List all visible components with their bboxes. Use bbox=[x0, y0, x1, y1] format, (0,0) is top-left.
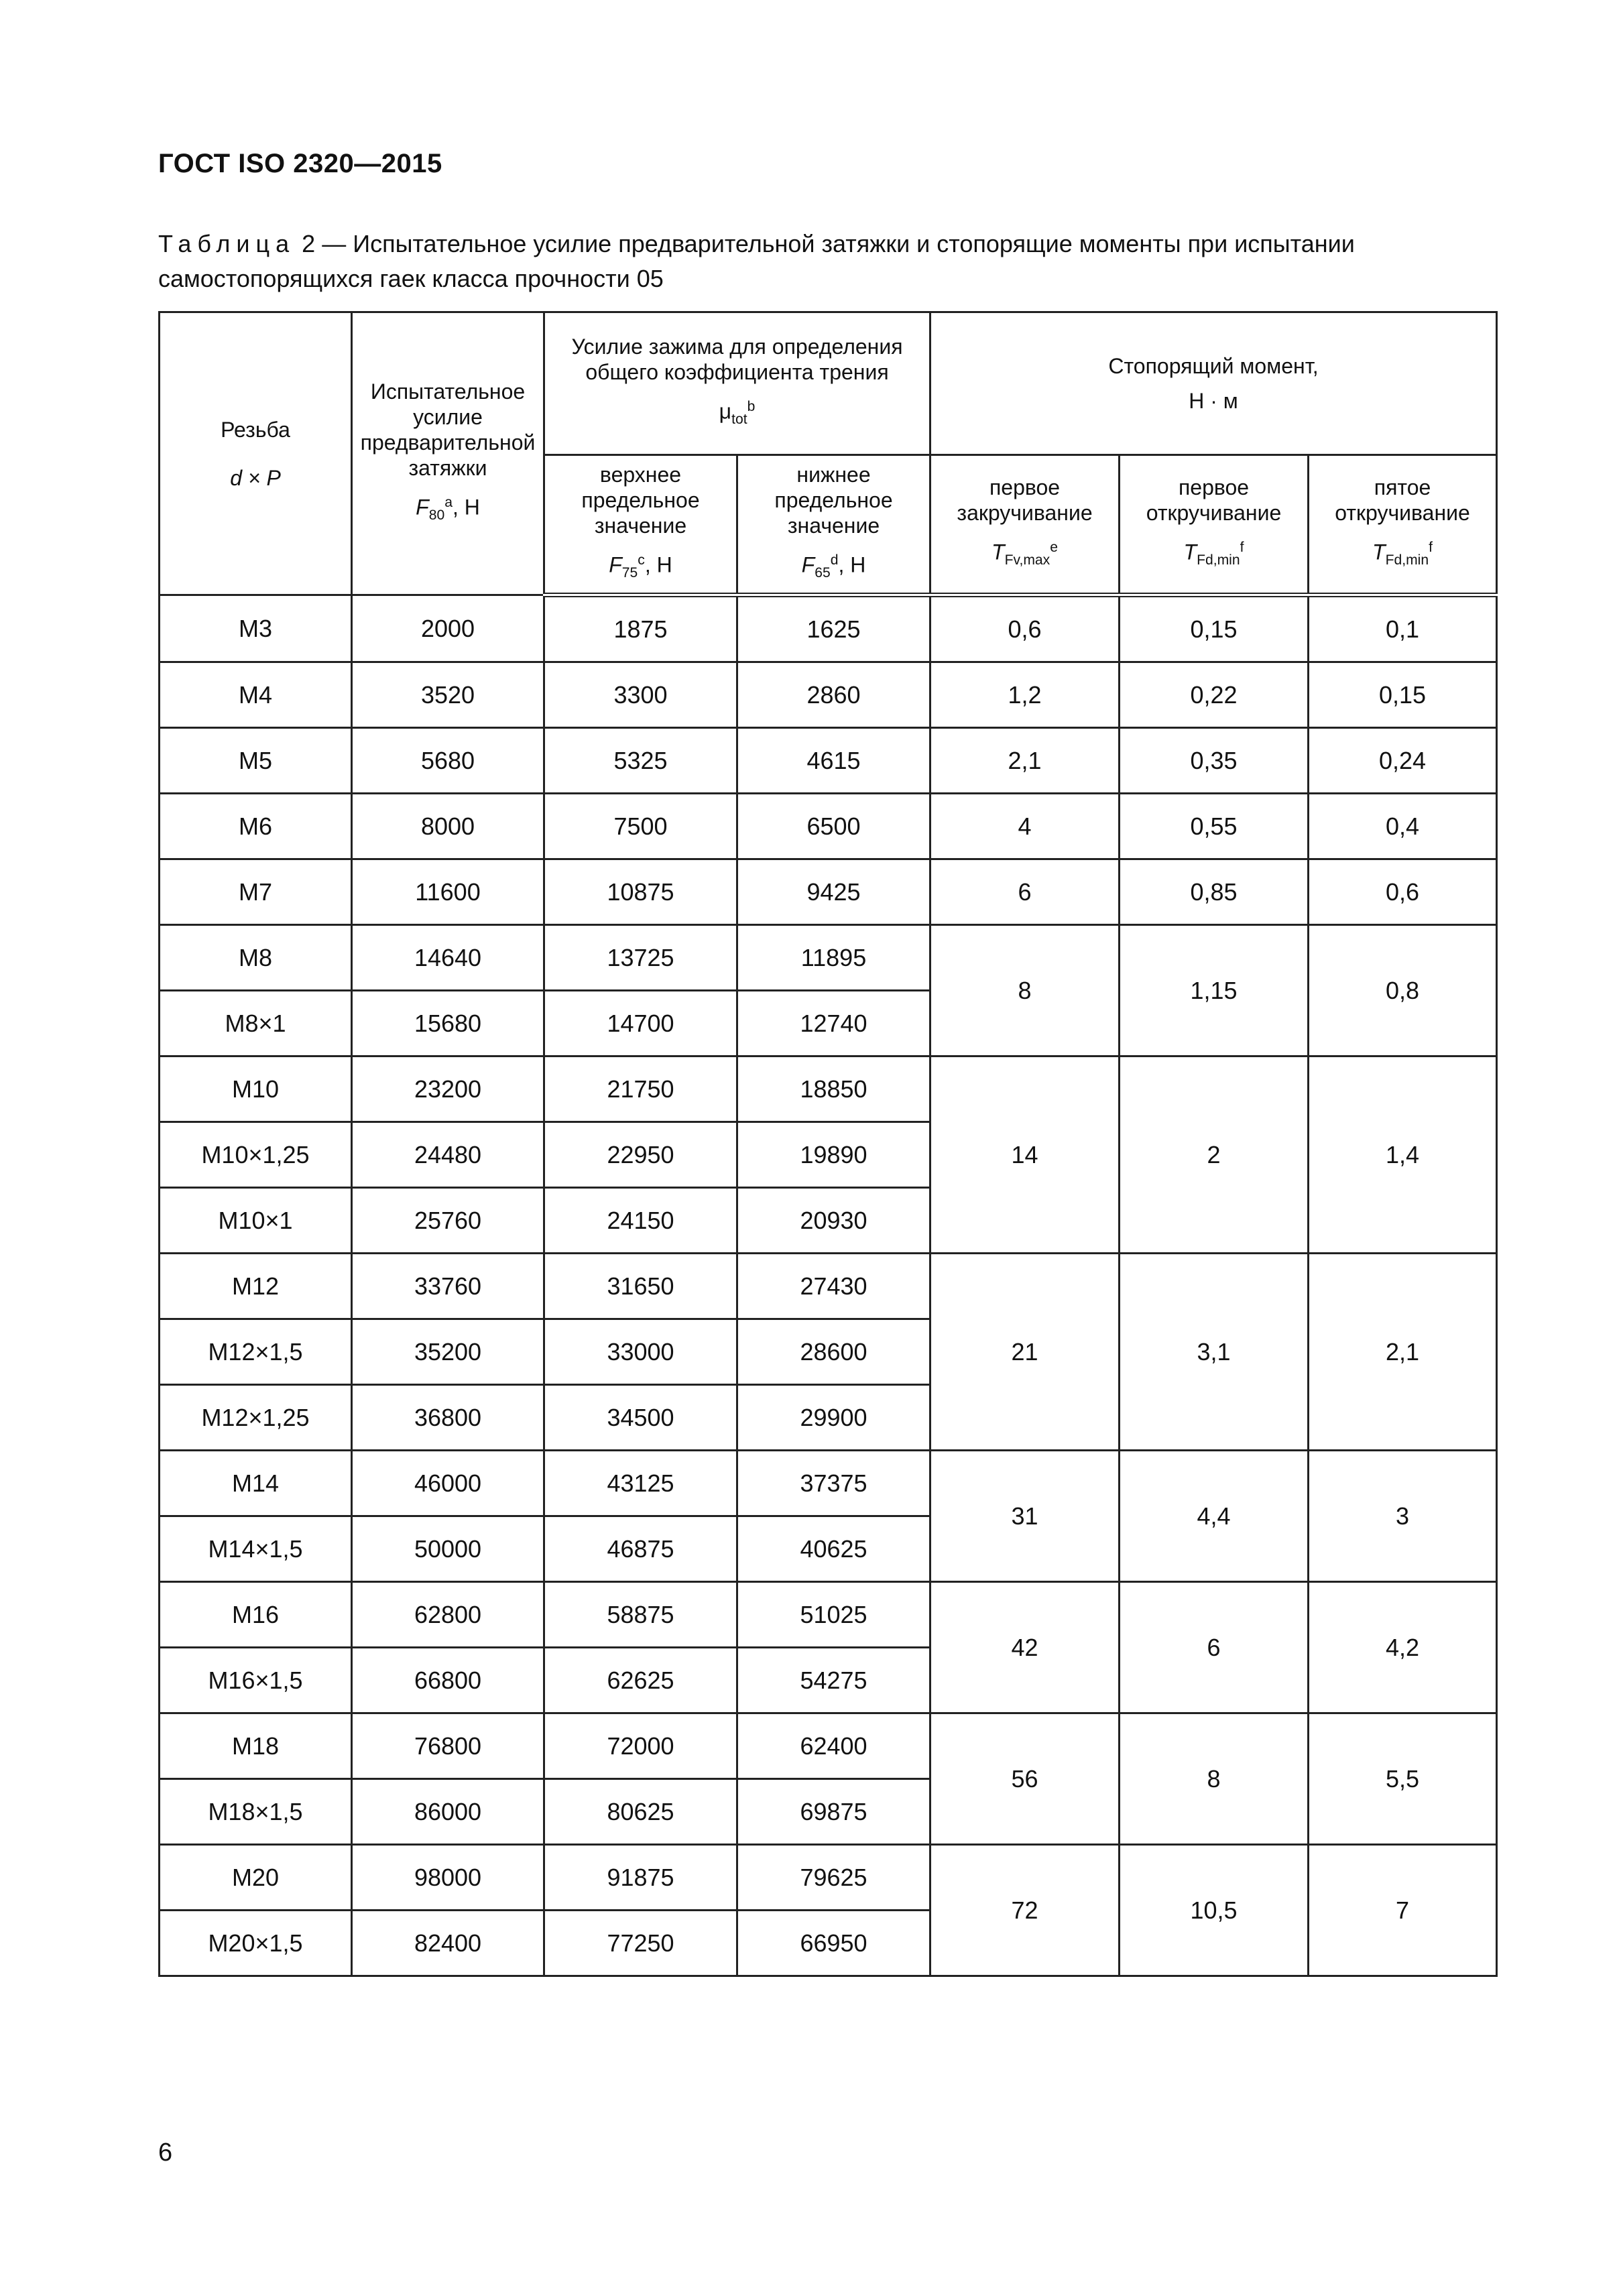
proof-load-cell: 50000 bbox=[352, 1516, 544, 1582]
fifth-off-torque-cell: 0,4 bbox=[1309, 794, 1497, 859]
table-row bbox=[160, 859, 1497, 925]
fifth-off-torque-cell: 5,5 bbox=[1309, 1713, 1497, 1845]
thread-cell: M14×1,5 bbox=[160, 1516, 352, 1582]
thread-cell: M16×1,5 bbox=[160, 1648, 352, 1713]
first-off-torque-cell: 1,15 bbox=[1120, 925, 1309, 1056]
header-clamp-force-label: Усилие зажима для определения общего коэффициента трения bbox=[571, 335, 903, 385]
first-on-torque-cell: 42 bbox=[930, 1582, 1120, 1713]
thread-cell: M8×1 bbox=[160, 991, 352, 1056]
lower-limit-cell: 79625 bbox=[737, 1845, 930, 1911]
thread-cell: M8 bbox=[160, 925, 352, 991]
fifth-off-torque-cell: 7 bbox=[1309, 1845, 1497, 1976]
upper-limit-cell: 1875 bbox=[544, 595, 737, 662]
document-code-header: ГОСТ ISO 2320—2015 bbox=[158, 149, 442, 178]
thread-cell: M12×1,25 bbox=[160, 1385, 352, 1451]
header-lower-limit-symbol: $F_{65}^d$, Н bbox=[801, 552, 866, 581]
upper-limit-cell: 43125 bbox=[544, 1451, 737, 1516]
thread-cell: M7 bbox=[160, 859, 352, 925]
lower-limit-cell: 28600 bbox=[737, 1319, 930, 1385]
first-off-torque-cell: 8 bbox=[1120, 1713, 1309, 1845]
thread-cell: M12 bbox=[160, 1254, 352, 1319]
header-locking-torque-group bbox=[930, 312, 1497, 455]
thread-cell: M10×1,25 bbox=[160, 1122, 352, 1188]
first-off-torque-cell: 0,85 bbox=[1120, 859, 1309, 925]
thread-cell: M20 bbox=[160, 1845, 352, 1911]
header-fifth-off: пятое откручивание $T_{Fd,min}^f$ bbox=[1309, 455, 1497, 595]
first-on-torque-cell: 72 bbox=[930, 1845, 1120, 1976]
first-on-torque-cell: 31 bbox=[930, 1451, 1120, 1582]
header-fifth-off-symbol: $T_{Fd,min}^f$ bbox=[1372, 540, 1433, 568]
first-off-torque-cell: 4,4 bbox=[1120, 1451, 1309, 1582]
caption-text: — Испытательное усилие предварительной затяжки и стопорящие моменты при испытании самостопорящихся гаек класса прочности 05 bbox=[158, 230, 1355, 292]
lower-limit-cell: 54275 bbox=[737, 1648, 930, 1713]
fifth-off-torque-cell: 3 bbox=[1309, 1451, 1497, 1582]
first-off-torque-cell: 10,5 bbox=[1120, 1845, 1309, 1976]
proof-load-cell: 66800 bbox=[352, 1648, 544, 1713]
proof-load-cell: 98000 bbox=[352, 1845, 544, 1911]
table-row bbox=[160, 1713, 1497, 1779]
first-off-torque-cell: 2 bbox=[1120, 1056, 1309, 1254]
proof-load-cell: 25760 bbox=[352, 1188, 544, 1254]
caption-number: 2 bbox=[302, 230, 316, 257]
thread-cell: M6 bbox=[160, 794, 352, 859]
fifth-off-torque-cell: 0,6 bbox=[1309, 859, 1497, 925]
first-on-torque-cell: 56 bbox=[930, 1713, 1120, 1845]
fifth-off-torque-cell: 2,1 bbox=[1309, 1254, 1497, 1451]
thread-cell: M3 bbox=[160, 595, 352, 662]
fifth-off-torque-cell: 0,8 bbox=[1309, 925, 1497, 1056]
header-clamp-force-group bbox=[544, 312, 930, 455]
lower-limit-cell: 2860 bbox=[737, 662, 930, 728]
upper-limit-cell: 24150 bbox=[544, 1188, 737, 1254]
lower-limit-cell: 27430 bbox=[737, 1254, 930, 1319]
upper-limit-cell: 58875 bbox=[544, 1582, 737, 1648]
thread-cell: M12×1,5 bbox=[160, 1319, 352, 1385]
header-clamp-force-symbol: $\mu_{tot}^b$ bbox=[719, 399, 756, 428]
lower-limit-cell: 18850 bbox=[737, 1056, 930, 1122]
upper-limit-cell: 5325 bbox=[544, 728, 737, 794]
table-row bbox=[160, 1451, 1497, 1516]
proof-load-cell: 14640 bbox=[352, 925, 544, 991]
caption-label: Таблица bbox=[158, 230, 296, 257]
thread-cell: M16 bbox=[160, 1582, 352, 1648]
proof-load-cell: 86000 bbox=[352, 1779, 544, 1845]
proof-load-cell: 35200 bbox=[352, 1319, 544, 1385]
header-upper-limit-symbol: $F_{75}^c$, Н bbox=[609, 552, 672, 581]
table-caption bbox=[158, 227, 1496, 296]
lower-limit-cell: 20930 bbox=[737, 1188, 930, 1254]
thread-cell: M18 bbox=[160, 1713, 352, 1779]
fifth-off-torque-cell: 0,1 bbox=[1309, 595, 1497, 662]
table-row bbox=[160, 1254, 1497, 1319]
header-proof-load bbox=[352, 312, 544, 595]
upper-limit-cell: 31650 bbox=[544, 1254, 737, 1319]
header-proof-load-symbol: $F_{80}^a$, Н bbox=[416, 494, 480, 524]
table-row bbox=[160, 728, 1497, 794]
upper-limit-cell: 33000 bbox=[544, 1319, 737, 1385]
table-row bbox=[160, 595, 1497, 662]
first-off-torque-cell: 0,55 bbox=[1120, 794, 1309, 859]
upper-limit-cell: 80625 bbox=[544, 1779, 737, 1845]
proof-load-cell: 11600 bbox=[352, 859, 544, 925]
proof-load-cell: 15680 bbox=[352, 991, 544, 1056]
first-on-torque-cell: 6 bbox=[930, 859, 1120, 925]
lower-limit-cell: 11895 bbox=[737, 925, 930, 991]
header-first-off-symbol: $T_{Fd,min}^f$ bbox=[1183, 540, 1244, 568]
upper-limit-cell: 14700 bbox=[544, 991, 737, 1056]
proof-load-cell: 36800 bbox=[352, 1385, 544, 1451]
header-thread-label: Резьба bbox=[221, 417, 290, 442]
table-row bbox=[160, 794, 1497, 859]
table-row bbox=[160, 1582, 1497, 1648]
lower-limit-cell: 37375 bbox=[737, 1451, 930, 1516]
header-locking-torque-label: Стопорящий момент, bbox=[1108, 354, 1319, 378]
header-thread bbox=[160, 312, 352, 595]
first-on-torque-cell: 14 bbox=[930, 1056, 1120, 1254]
header-first-off: первое откручивание $T_{Fd,min}^f$ bbox=[1120, 455, 1309, 595]
lower-limit-cell: 4615 bbox=[737, 728, 930, 794]
first-on-torque-cell: 0,6 bbox=[930, 595, 1120, 662]
proof-load-cell: 3520 bbox=[352, 662, 544, 728]
table-row bbox=[160, 925, 1497, 991]
lower-limit-cell: 69875 bbox=[737, 1779, 930, 1845]
upper-limit-cell: 72000 bbox=[544, 1713, 737, 1779]
proof-load-cell: 46000 bbox=[352, 1451, 544, 1516]
table-body bbox=[160, 595, 1497, 1976]
fifth-off-torque-cell: 0,15 bbox=[1309, 662, 1497, 728]
table-row bbox=[160, 1056, 1497, 1122]
header-upper-limit: верхнее предельное значение $F_{75}^c$, Н bbox=[544, 455, 737, 595]
fifth-off-torque-cell: 0,24 bbox=[1309, 728, 1497, 794]
thread-cell: M10×1 bbox=[160, 1188, 352, 1254]
thread-cell: M4 bbox=[160, 662, 352, 728]
header-thread-symbol: d × P bbox=[230, 465, 281, 490]
thread-cell: M20×1,5 bbox=[160, 1911, 352, 1976]
thread-cell: M14 bbox=[160, 1451, 352, 1516]
lower-limit-cell: 66950 bbox=[737, 1911, 930, 1976]
header-lower-limit: нижнее предельное значение $F_{65}^d$, Н bbox=[737, 455, 930, 595]
upper-limit-cell: 46875 bbox=[544, 1516, 737, 1582]
lower-limit-cell: 62400 bbox=[737, 1713, 930, 1779]
thread-cell: M5 bbox=[160, 728, 352, 794]
lower-limit-cell: 29900 bbox=[737, 1385, 930, 1451]
fifth-off-torque-cell: 1,4 bbox=[1309, 1056, 1497, 1254]
upper-limit-cell: 91875 bbox=[544, 1845, 737, 1911]
header-locking-torque-unit: Н · м bbox=[1189, 389, 1238, 413]
lower-limit-cell: 12740 bbox=[737, 991, 930, 1056]
proof-load-cell: 2000 bbox=[352, 595, 544, 662]
thread-cell: M18×1,5 bbox=[160, 1779, 352, 1845]
table-row bbox=[160, 662, 1497, 728]
first-off-torque-cell: 0,35 bbox=[1120, 728, 1309, 794]
thread-cell: M10 bbox=[160, 1056, 352, 1122]
upper-limit-cell: 10875 bbox=[544, 859, 737, 925]
first-on-torque-cell: 8 bbox=[930, 925, 1120, 1056]
header-first-on: первое закручивание $T_{Fv,max}^e$ bbox=[930, 455, 1120, 595]
first-off-torque-cell: 3,1 bbox=[1120, 1254, 1309, 1451]
header-proof-load-label: Испытательное усилие предварительной затяжки bbox=[360, 379, 536, 480]
first-on-torque-cell: 21 bbox=[930, 1254, 1120, 1451]
fifth-off-torque-cell: 4,2 bbox=[1309, 1582, 1497, 1713]
proof-load-cell: 8000 bbox=[352, 794, 544, 859]
first-off-torque-cell: 0,15 bbox=[1120, 595, 1309, 662]
lower-limit-cell: 9425 bbox=[737, 859, 930, 925]
upper-limit-cell: 21750 bbox=[544, 1056, 737, 1122]
proof-load-cell: 5680 bbox=[352, 728, 544, 794]
header-first-on-symbol: $T_{Fv,max}^e$ bbox=[991, 540, 1058, 568]
upper-limit-cell: 3300 bbox=[544, 662, 737, 728]
first-off-torque-cell: 0,22 bbox=[1120, 662, 1309, 728]
upper-limit-cell: 62625 bbox=[544, 1648, 737, 1713]
page-number: 6 bbox=[158, 2138, 173, 2167]
proof-load-cell: 76800 bbox=[352, 1713, 544, 1779]
upper-limit-cell: 77250 bbox=[544, 1911, 737, 1976]
first-on-torque-cell: 2,1 bbox=[930, 728, 1120, 794]
locking-torque-table bbox=[158, 311, 1498, 1977]
upper-limit-cell: 7500 bbox=[544, 794, 737, 859]
lower-limit-cell: 6500 bbox=[737, 794, 930, 859]
lower-limit-cell: 40625 bbox=[737, 1516, 930, 1582]
proof-load-cell: 82400 bbox=[352, 1911, 544, 1976]
first-off-torque-cell: 6 bbox=[1120, 1582, 1309, 1713]
upper-limit-cell: 34500 bbox=[544, 1385, 737, 1451]
first-on-torque-cell: 4 bbox=[930, 794, 1120, 859]
lower-limit-cell: 1625 bbox=[737, 595, 930, 662]
proof-load-cell: 33760 bbox=[352, 1254, 544, 1319]
lower-limit-cell: 19890 bbox=[737, 1122, 930, 1188]
lower-limit-cell: 51025 bbox=[737, 1582, 930, 1648]
upper-limit-cell: 13725 bbox=[544, 925, 737, 991]
proof-load-cell: 62800 bbox=[352, 1582, 544, 1648]
upper-limit-cell: 22950 bbox=[544, 1122, 737, 1188]
proof-load-cell: 23200 bbox=[352, 1056, 544, 1122]
first-on-torque-cell: 1,2 bbox=[930, 662, 1120, 728]
proof-load-cell: 24480 bbox=[352, 1122, 544, 1188]
table-row bbox=[160, 1845, 1497, 1911]
